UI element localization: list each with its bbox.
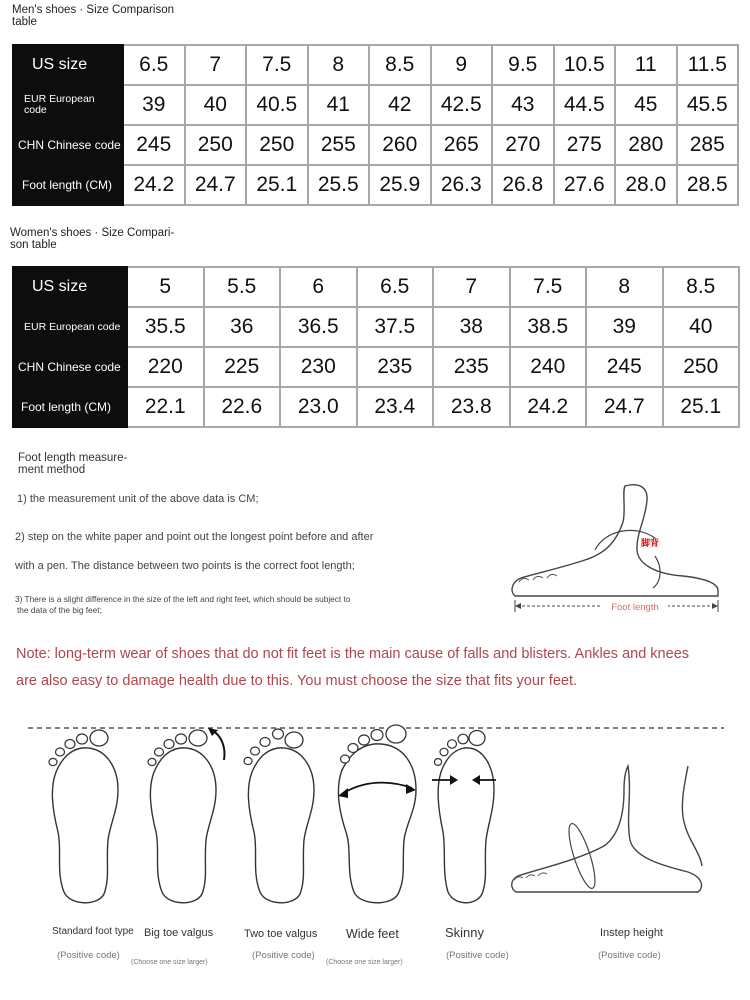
- women-table-title: [10, 227, 174, 251]
- foot-type-sub: (Positive code): [57, 950, 120, 961]
- women-title-line1: Women's shoes · Size Compari-: [10, 227, 175, 239]
- women-title-line2: son table: [10, 239, 57, 251]
- table-cell: 270: [492, 125, 554, 165]
- big-toe-valgus-foot-icon: [140, 728, 236, 910]
- table-cell: 265: [431, 125, 493, 165]
- foot-type-label: Wide feet: [346, 927, 399, 941]
- row-header-eur-line2: code: [24, 104, 47, 116]
- table-row: [13, 125, 738, 165]
- table-cell: 40.5: [246, 85, 308, 125]
- table-cell: 8: [586, 267, 663, 307]
- measurement-step-2-line2: with a pen. The distance between two points is the correct foot length;: [15, 560, 355, 572]
- table-cell: 24.2: [123, 165, 185, 205]
- table-cell: 24.7: [185, 165, 247, 205]
- row-header-chn: CHN Chinese code: [13, 347, 127, 387]
- table-cell: 6.5: [357, 267, 434, 307]
- instep-height-foot-icon: [508, 762, 708, 902]
- table-cell: 245: [586, 347, 663, 387]
- table-cell: 25.5: [308, 165, 370, 205]
- table-row: [13, 347, 739, 387]
- table-cell: 41: [308, 85, 370, 125]
- row-header-length: Foot length (CM): [13, 387, 127, 427]
- table-cell: 250: [246, 125, 308, 165]
- table-cell: 7.5: [246, 45, 308, 85]
- row-header-us: US size: [13, 45, 123, 85]
- table-cell: 245: [123, 125, 185, 165]
- skinny-foot-icon: [430, 728, 502, 910]
- table-cell: 250: [663, 347, 740, 387]
- row-header-us: US size: [13, 267, 127, 307]
- foot-length-caption: Foot length: [611, 602, 659, 613]
- table-cell: 43: [492, 85, 554, 125]
- measurement-step-2-line1: 2) step on the white paper and point out the longest point before and after: [15, 531, 374, 543]
- table-cell: 9.5: [492, 45, 554, 85]
- table-cell: 11.5: [677, 45, 739, 85]
- table-cell: 9: [431, 45, 493, 85]
- table-cell: 36: [204, 307, 281, 347]
- foot-type-sub: (Positive code): [446, 950, 509, 961]
- table-cell: 23.0: [280, 387, 357, 427]
- wide-foot-icon: [334, 722, 420, 910]
- instep-mark: 脚背: [640, 539, 660, 549]
- table-cell: 22.1: [127, 387, 204, 427]
- table-cell: 39: [586, 307, 663, 347]
- men-title-line1: Men's shoes · Size Comparison: [12, 4, 174, 16]
- measurement-title-line1: Foot length measure-: [18, 452, 128, 464]
- women-size-table: [12, 266, 740, 428]
- table-cell: 220: [127, 347, 204, 387]
- foot-length-illustration: [505, 478, 735, 618]
- table-cell: 28.5: [677, 165, 739, 205]
- table-cell: 11: [615, 45, 677, 85]
- standard-foot-icon: [44, 728, 126, 910]
- table-row: [13, 387, 739, 427]
- row-header-eur: [13, 85, 123, 125]
- table-cell: 235: [357, 347, 434, 387]
- table-cell: 39: [123, 85, 185, 125]
- table-cell: 24.2: [510, 387, 587, 427]
- table-cell: 45.5: [677, 85, 739, 125]
- foot-type-sub: (Positive code): [598, 950, 661, 961]
- table-cell: 25.9: [369, 165, 431, 205]
- table-cell: 25.1: [246, 165, 308, 205]
- table-cell: 260: [369, 125, 431, 165]
- table-cell: 225: [204, 347, 281, 387]
- foot-type-sub: (Positive code): [252, 950, 315, 961]
- table-cell: 40: [663, 307, 740, 347]
- table-cell: 8.5: [663, 267, 740, 307]
- table-cell: 5.5: [204, 267, 281, 307]
- men-size-table: [12, 44, 739, 206]
- foot-type-label: Instep height: [600, 927, 663, 939]
- table-cell: 25.1: [663, 387, 740, 427]
- table-row: [13, 165, 738, 205]
- table-cell: 44.5: [554, 85, 616, 125]
- row-header-chn: CHN Chinese code: [13, 125, 123, 165]
- foot-type-sub: (Choose one size larger): [326, 959, 403, 966]
- table-cell: 280: [615, 125, 677, 165]
- note-line-2: are also easy to damage health due to this. You must choose the size that fits your feet.: [16, 673, 578, 689]
- table-cell: 37.5: [357, 307, 434, 347]
- table-cell: 27.6: [554, 165, 616, 205]
- table-cell: 26.8: [492, 165, 554, 205]
- foot-type-label: Skinny: [445, 925, 485, 940]
- table-cell: 235: [433, 347, 510, 387]
- measurement-step-3-line2: the data of the big feet;: [17, 605, 102, 615]
- measurement-title-line2: ment method: [18, 464, 86, 476]
- men-title-line2: table: [12, 16, 37, 28]
- two-toe-valgus-foot-icon: [238, 728, 322, 910]
- table-cell: 7.5: [510, 267, 587, 307]
- table-cell: 255: [308, 125, 370, 165]
- men-table-title: [12, 4, 174, 28]
- table-cell: 5: [127, 267, 204, 307]
- table-cell: 38: [433, 307, 510, 347]
- table-cell: 42.5: [431, 85, 493, 125]
- table-cell: 23.8: [433, 387, 510, 427]
- table-cell: 40: [185, 85, 247, 125]
- table-cell: 230: [280, 347, 357, 387]
- measurement-title: [18, 452, 127, 476]
- measurement-step-3-line1: 3) There is a slight difference in the size of the left and right feet, which should be subject to: [15, 594, 351, 604]
- foot-type-sub: (Choose one size larger): [131, 959, 208, 966]
- table-cell: 250: [185, 125, 247, 165]
- table-cell: 24.7: [586, 387, 663, 427]
- table-cell: 10.5: [554, 45, 616, 85]
- table-cell: 8.5: [369, 45, 431, 85]
- table-cell: 285: [677, 125, 739, 165]
- table-row: [13, 307, 739, 347]
- table-cell: 38.5: [510, 307, 587, 347]
- table-cell: 22.6: [204, 387, 281, 427]
- table-cell: 275: [554, 125, 616, 165]
- table-cell: 6.5: [123, 45, 185, 85]
- row-header-eur: EUR European code: [13, 307, 127, 347]
- table-cell: 45: [615, 85, 677, 125]
- table-cell: 42: [369, 85, 431, 125]
- row-header-eur-line1: EUR European: [24, 93, 95, 105]
- table-cell: 35.5: [127, 307, 204, 347]
- table-cell: 23.4: [357, 387, 434, 427]
- table-cell: 240: [510, 347, 587, 387]
- table-cell: 8: [308, 45, 370, 85]
- table-cell: 7: [185, 45, 247, 85]
- table-cell: 28.0: [615, 165, 677, 205]
- foot-type-label: Two toe valgus: [244, 928, 318, 940]
- table-cell: 7: [433, 267, 510, 307]
- table-cell: 6: [280, 267, 357, 307]
- foot-type-label: Standard foot type: [52, 926, 134, 937]
- table-row: [13, 45, 738, 85]
- row-header-length: Foot length (CM): [13, 165, 123, 205]
- table-row: [13, 85, 738, 125]
- note-line-1: Note: long-term wear of shoes that do not fit feet is the main cause of falls and blisters. Ankles and knees: [16, 646, 690, 662]
- table-row: [13, 267, 739, 307]
- table-cell: 36.5: [280, 307, 357, 347]
- measurement-step-1: 1) the measurement unit of the above data is CM;: [17, 493, 259, 505]
- foot-type-label: Big toe valgus: [144, 927, 214, 939]
- table-cell: 26.3: [431, 165, 493, 205]
